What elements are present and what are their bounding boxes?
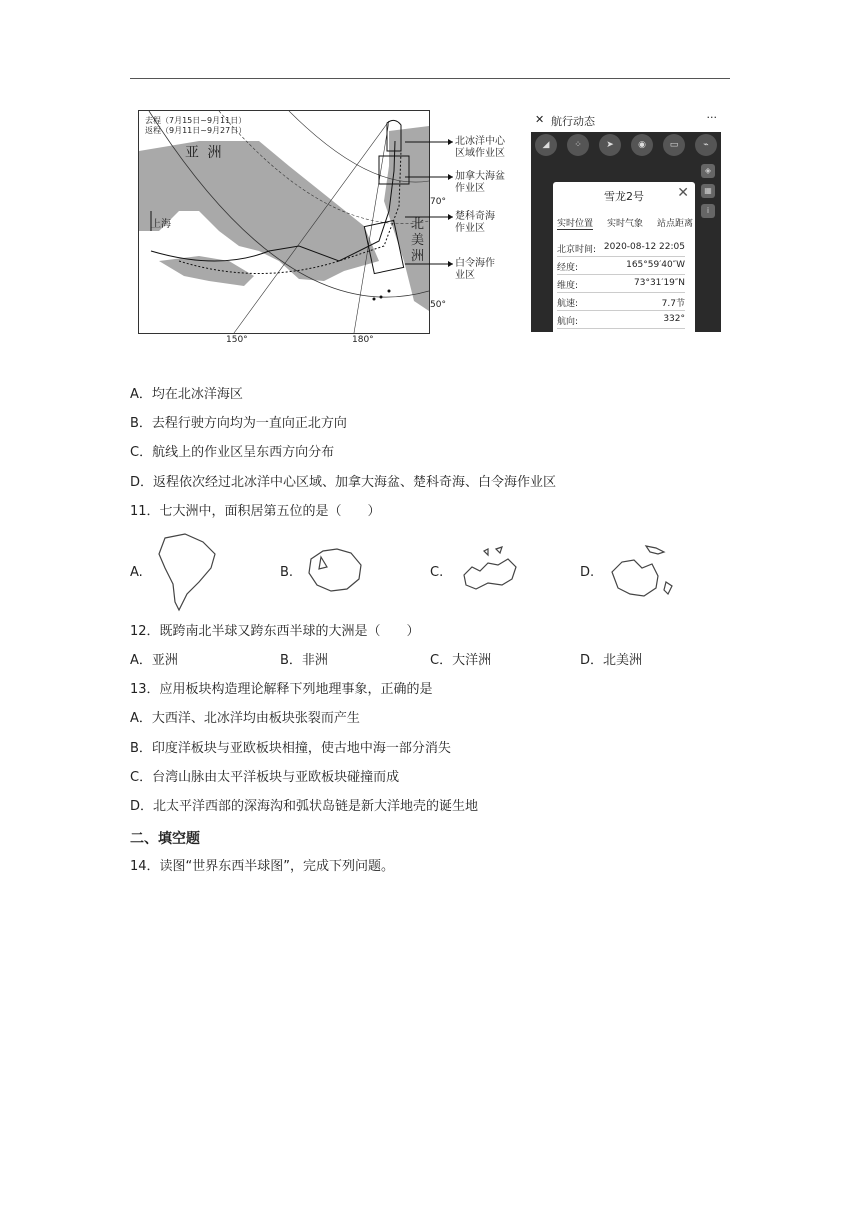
grid-icon[interactable]: ▦	[701, 184, 715, 198]
q11-label-a: A.	[130, 565, 143, 580]
app-map-area	[531, 132, 721, 332]
points-icon[interactable]: ⁘	[567, 134, 589, 156]
row-value: 332°	[663, 314, 685, 324]
stack-icon[interactable]: ◈	[701, 164, 715, 178]
label-north-america-3: 洲	[411, 249, 425, 264]
row-speed	[557, 296, 685, 311]
header-rule	[130, 78, 730, 79]
label-north-america-1: 北	[411, 217, 425, 232]
q10-option-b: B．去程行驶方向均为一直向正北方向	[130, 416, 347, 431]
row-heading	[557, 314, 685, 329]
zone-label-arctic-2: 区域作业区	[455, 148, 505, 159]
antarctica-outline-icon	[303, 545, 365, 595]
row-label: 维度:	[557, 281, 579, 291]
ruler-icon[interactable]: ◢	[535, 134, 557, 156]
q11-stem: 11．七大洲中，面积居第五位的是（ ）	[130, 504, 381, 519]
tab-position[interactable]: 实时位置	[557, 216, 593, 230]
card-close-icon[interactable]: ✕	[677, 185, 689, 201]
row-value: 2020-08-12 22:05	[603, 242, 685, 252]
card-tabs	[557, 216, 693, 230]
navigation-app-screenshot	[531, 110, 721, 332]
q13-option-a: A．大西洋、北冰洋均由板块张裂而产生	[130, 711, 360, 726]
route-map	[138, 110, 430, 334]
lat-50-label: 50°	[430, 300, 446, 310]
zone-label-canada-2: 作业区	[455, 183, 485, 194]
tab-distance[interactable]: 站点距离	[656, 219, 693, 229]
row-time	[557, 242, 685, 257]
row-longitude	[557, 260, 685, 275]
lon-150-label: 150°	[226, 335, 248, 345]
q12-option-b: B．非洲	[280, 653, 328, 668]
app-titlebar	[531, 110, 721, 130]
q10-option-d: D．返程依次经过北冰洋中心区域、加拿大海盆、楚科奇海、白令海作业区	[130, 475, 557, 490]
lat-70-label: 70°	[430, 197, 446, 207]
q14-stem: 14．读图“世界东西半球图”，完成下列问题。	[130, 859, 395, 874]
legend-return: 返程（9月11日~9月27日）	[145, 126, 247, 135]
lon-180-label: 180°	[352, 335, 374, 345]
q11-label-d: D.	[580, 565, 595, 580]
oceania-outline-icon	[606, 542, 678, 604]
row-value: 165°59′40″W	[626, 260, 685, 270]
south-america-outline-icon	[155, 532, 220, 614]
signal-icon[interactable]: ⌁	[695, 134, 717, 156]
layers-icon[interactable]: ◉	[631, 134, 653, 156]
europe-outline-icon	[458, 545, 520, 595]
ship-icon[interactable]: ▭	[663, 134, 685, 156]
info-icon[interactable]: i	[701, 204, 715, 218]
ship-info-card	[553, 182, 695, 350]
q10-option-a: A．均在北冰洋海区	[130, 387, 243, 402]
q13-stem: 13．应用板块构造理论解释下列地理事象，正确的是	[130, 682, 433, 697]
zone-label-chukchi-1: 楚科奇海	[455, 211, 495, 222]
row-value: 73°31′19″N	[634, 278, 685, 288]
q13-option-b: B．印度洋板块与亚欧板块相撞，使古地中海一部分消失	[130, 741, 451, 756]
section-fill-in-title: 二、填空题	[130, 831, 200, 847]
row-label: 航向:	[557, 317, 579, 327]
label-asia: 亚 洲	[185, 145, 224, 161]
label-north-america-2: 美	[411, 233, 425, 248]
app-title: 航行动态	[551, 115, 595, 128]
zone-label-bering-2: 业区	[455, 270, 475, 281]
q12-option-a: A．亚洲	[130, 653, 178, 668]
q13-option-d: D．北太平洋西部的深海沟和弧状岛链是新大洋地壳的诞生地	[130, 799, 479, 814]
row-label: 航速:	[557, 299, 579, 309]
close-icon[interactable]: ✕	[535, 113, 545, 126]
legend-outbound: 去程（7月15日~9月11日）	[145, 116, 247, 125]
row-value: 7.7节	[661, 299, 685, 309]
q11-label-c: C.	[430, 565, 444, 580]
q10-option-c: C．航线上的作业区呈东西方向分布	[130, 445, 335, 460]
q12-option-d: D．北美洲	[580, 653, 643, 668]
tab-weather[interactable]: 实时气象	[606, 219, 643, 229]
zone-label-arctic-1: 北冰洋中心	[455, 136, 505, 147]
locate-icon[interactable]: ➤	[599, 134, 621, 156]
row-label: 经度:	[557, 263, 579, 273]
more-icon[interactable]: ···	[706, 111, 717, 124]
row-label: 北京时间:	[557, 245, 597, 255]
zone-label-chukchi-2: 作业区	[455, 223, 485, 234]
q13-option-c: C．台湾山脉由太平洋板块与亚欧板块碰撞而成	[130, 770, 400, 785]
ship-name: 雪龙2号	[604, 190, 644, 203]
zone-label-canada-1: 加拿大海盆	[455, 171, 505, 182]
map-drawing	[139, 111, 429, 333]
label-shanghai: 上海	[151, 219, 171, 230]
q12-stem: 12．既跨南北半球又跨东西半球的大洲是（ ）	[130, 624, 420, 639]
q12-option-c: C．大洋洲	[430, 653, 492, 668]
q11-label-b: B.	[280, 565, 294, 580]
row-latitude	[557, 278, 685, 293]
zone-label-bering-1: 白令海作	[455, 258, 495, 269]
